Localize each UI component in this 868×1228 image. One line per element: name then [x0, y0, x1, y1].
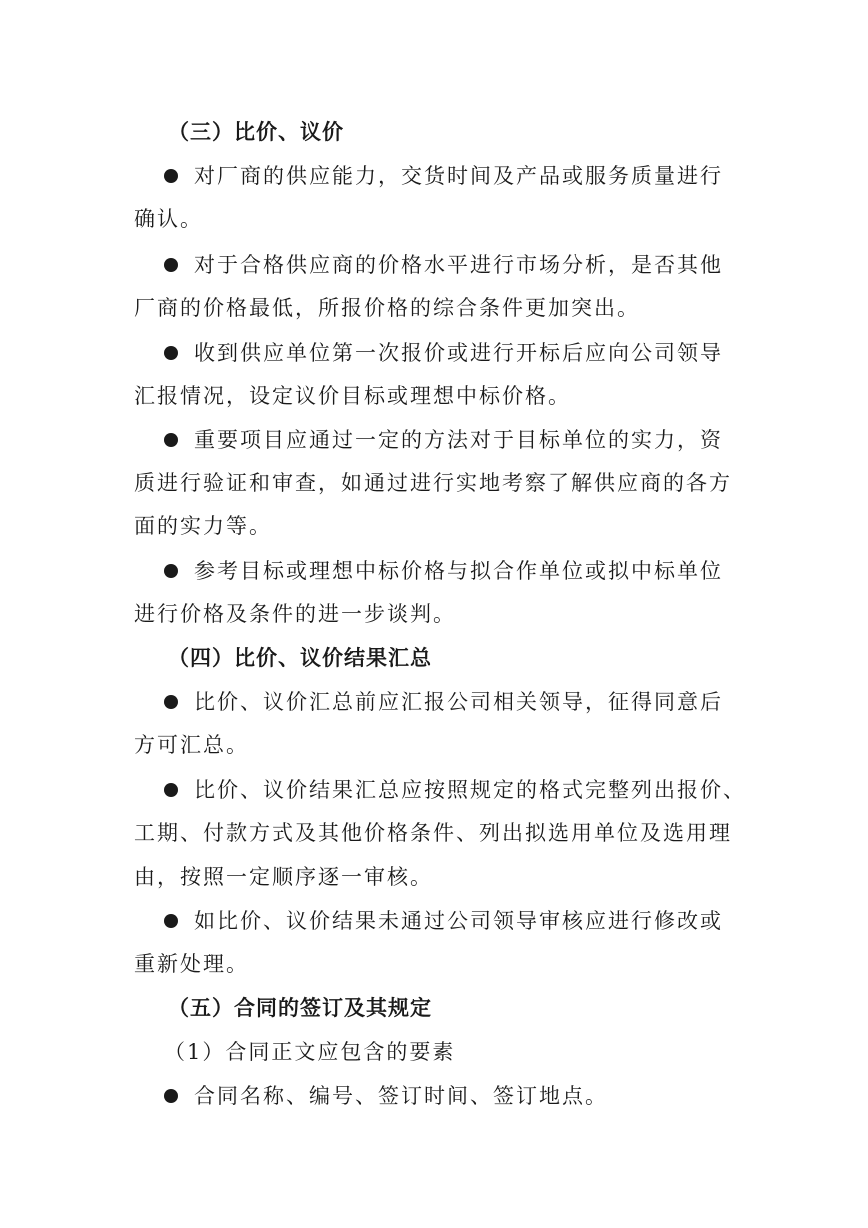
bullet-item-4-3-line-1: 如比价、议价结果未通过公司领导审核应进行修改或 — [0, 899, 868, 943]
bullet-icon — [164, 695, 178, 709]
bullet-icon — [164, 1089, 178, 1103]
bullet-item-3-1-line-2: 确认。 — [134, 207, 203, 231]
bullet-icon — [164, 346, 178, 360]
bullet-item-4-2-line-2: 工期、付款方式及其他价格条件、列出拟选用单位及选用理 — [134, 821, 732, 845]
subsection-heading-5-1: （1）合同正文应包含的要素 — [164, 1040, 456, 1064]
bullet-icon — [164, 433, 178, 447]
bullet-icon — [164, 783, 178, 797]
bullet-item-3-4-line-1: 重要项目应通过一定的方法对于目标单位的实力，资 — [0, 418, 868, 462]
bullet-item-4-3-line-2: 重新处理。 — [134, 952, 249, 976]
bullet-item-3-4-line-2: 质进行验证和审查，如通过进行实地考察了解供应商的各方 — [134, 471, 732, 495]
section-heading-3: （三）比价、议价 — [168, 119, 344, 144]
bullet-item-3-3-line-1: 收到供应单位第一次报价或进行开标后应向公司领导 — [0, 331, 868, 375]
bullet-item-4-2-line-3: 由，按照一定顺序逐一审核。 — [134, 865, 433, 889]
bullet-item-5-1-line-1: 合同名称、编号、签订时间、签订地点。 — [0, 1074, 868, 1118]
bullet-icon — [164, 914, 178, 928]
bullet-item-3-2-line-1: 对于合格供应商的价格水平进行市场分析，是否其他 — [0, 243, 868, 287]
bullet-item-3-4-line-3: 面的实力等。 — [134, 514, 272, 538]
bullet-icon — [164, 564, 178, 578]
bullet-item-3-2-line-2: 厂商的价格最低，所报价格的综合条件更加突出。 — [134, 296, 640, 320]
bullet-icon — [164, 169, 178, 183]
bullet-item-4-1-line-2: 方可汇总。 — [134, 733, 249, 757]
bullet-item-3-3-line-2: 汇报情况，设定议价目标或理想中标价格。 — [134, 384, 571, 408]
bullet-item-3-5-line-1: 参考目标或理想中标价格与拟合作单位或拟中标单位 — [0, 549, 868, 593]
bullet-item-4-1-line-1: 比价、议价汇总前应汇报公司相关领导，征得同意后 — [0, 680, 868, 724]
section-heading-4: （四）比价、议价结果汇总 — [168, 645, 432, 670]
bullet-item-4-2-line-1: 比价、议价结果汇总应按照规定的格式完整列出报价、 — [0, 768, 868, 812]
bullet-icon — [164, 258, 178, 272]
bullet-item-3-1-line-1: 对厂商的供应能力，交货时间及产品或服务质量进行 — [0, 154, 868, 198]
bullet-item-3-5-line-2: 进行价格及条件的进一步谈判。 — [134, 602, 456, 626]
section-heading-5: （五）合同的签订及其规定 — [168, 995, 432, 1020]
